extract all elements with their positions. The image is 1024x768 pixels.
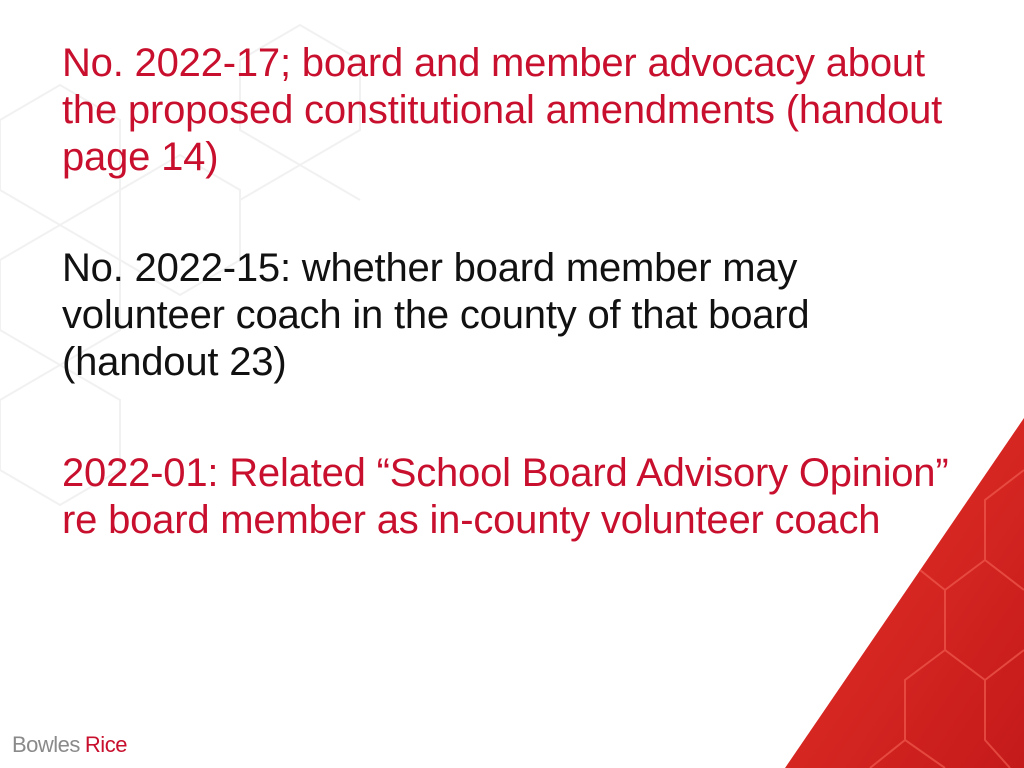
paragraph-volunteer-coach: No. 2022-15: whether board member may volunteer coach in the county of that board (handout 23): [62, 246, 810, 384]
logo-word-bowles: Bowles: [12, 732, 80, 757]
slide-content: [62, 40, 962, 544]
logo-word-rice: Rice: [84, 732, 127, 757]
paragraph-advisory-opinion: 2022-01: Related “School Board Advisory Opinion” re board member as in-county volunteer coach: [62, 451, 949, 542]
paragraph-advocacy: No. 2022-17; board and member advocacy about the proposed constitutional amendments (handout page 14): [62, 41, 943, 179]
bowles-rice-logo: [12, 732, 127, 758]
